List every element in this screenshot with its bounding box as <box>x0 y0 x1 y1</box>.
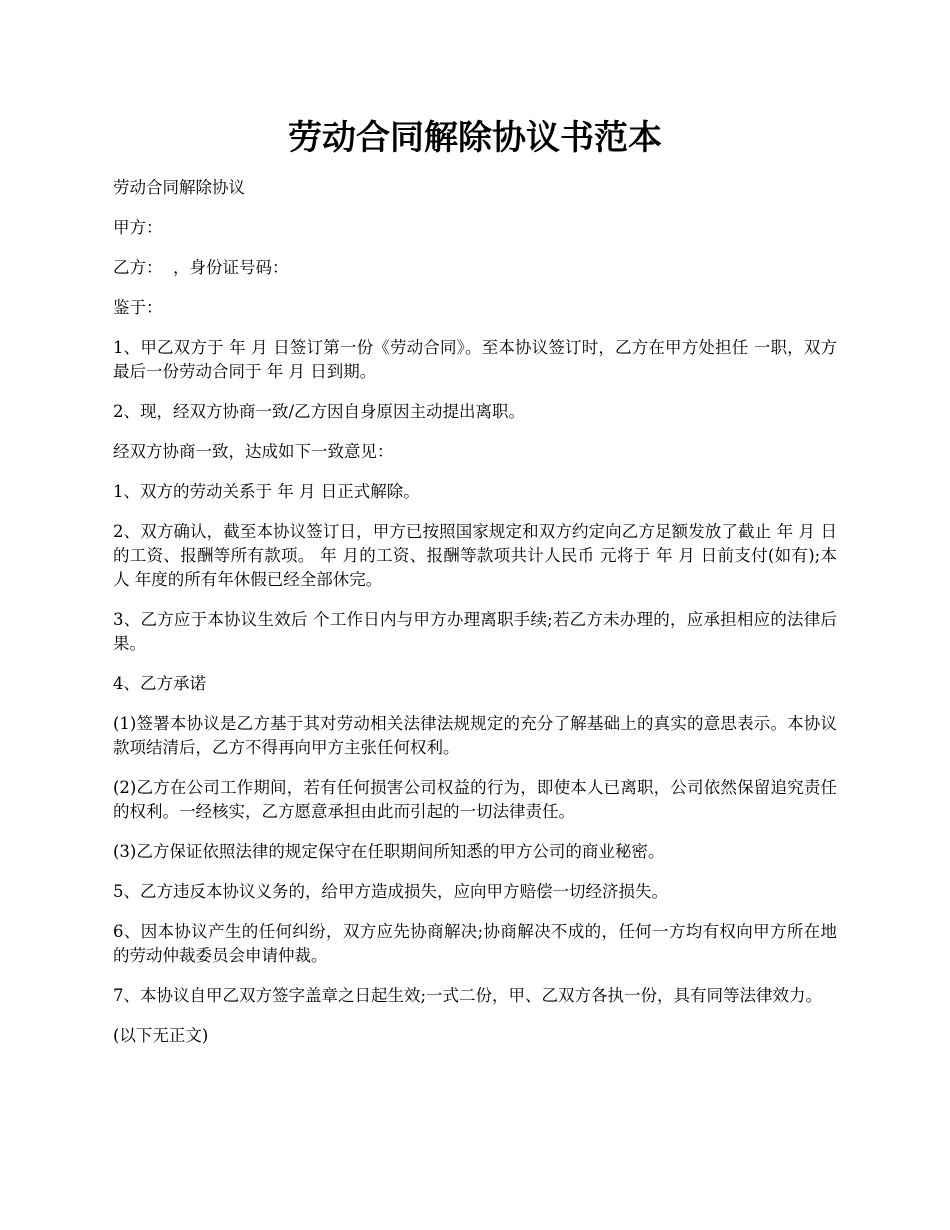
paragraph-whereas: 鉴于： <box>113 298 163 317</box>
paragraph-recital-2: 2、现，经双方协商一致/乙方因自身原因主动提出离职。 <box>113 402 526 421</box>
paragraph-clause-4-2: (2)乙方在公司工作期间，若有任何损害公司权益的行为，即使本人已离职，公司依然保留追究责任的权利。一经核实，乙方愿意承担由此而引起的一切法律责任。 <box>113 778 837 821</box>
paragraph-clause-7: 7、本协议自甲乙双方签字盖章之日起生效;一式二份，甲、乙双方各执一份，具有同等法律效力。 <box>113 986 823 1005</box>
paragraph-party-b: 乙方： ，身份证号码： <box>113 258 289 277</box>
paragraph-clause-4: 4、乙方承诺 <box>113 674 206 693</box>
paragraph-agreement-intro: 经双方协商一致，达成如下一致意见： <box>113 442 394 461</box>
paragraph-clause-4-3: (3)乙方保证依照法律的规定保守在任职期间所知悉的甲方公司的商业秘密。 <box>113 842 665 861</box>
paragraph-clause-5: 5、乙方违反本协议义务的，给甲方造成损失，应向甲方赔偿一切经济损失。 <box>113 882 668 901</box>
document-title: 劳动合同解除协议书范本 <box>288 118 662 158</box>
paragraph-clause-1: 1、双方的劳动关系于 年 月 日正式解除。 <box>113 482 420 501</box>
paragraph-clause-2: 2、双方确认，截至本协议签订日，甲方已按照国家规定和双方约定向乙方足额发放了截止 年 月 日的工资、报酬等所有款项。 年 月的工资、报酬等款项共计人民币 元将于 年 月 日前支付(如有);本人 年度的所有年休假已经全部休完。 <box>113 522 837 589</box>
paragraph-clause-4-1: (1)签署本协议是乙方基于其对劳动相关法律法规规定的充分了解基础上的真实的意思表示。本协议款项结清后，乙方不得再向甲方主张任何权利。 <box>113 714 837 757</box>
document-body <box>113 176 837 1064</box>
paragraph-party-a: 甲方： <box>113 218 163 237</box>
paragraph-heading: 劳动合同解除协议 <box>113 178 245 197</box>
paragraph-clause-6: 6、因本协议产生的任何纠纷，双方应先协商解决;协商解决不成的，任何一方均有权向甲方所在地的劳动仲裁委员会申请仲裁。 <box>113 922 837 965</box>
paragraph-recital-1: 1、甲乙双方于 年 月 日签订第一份《劳动合同》。至本协议签订时，乙方在甲方处担任 一职，双方最后一份劳动合同于 年 月 日到期。 <box>113 338 837 381</box>
paragraph-end-note: (以下无正文) <box>113 1026 209 1045</box>
paragraph-clause-3: 3、乙方应于本协议生效后 个工作日内与甲方办理离职手续;若乙方未办理的，应承担相应的法律后果。 <box>113 610 837 653</box>
